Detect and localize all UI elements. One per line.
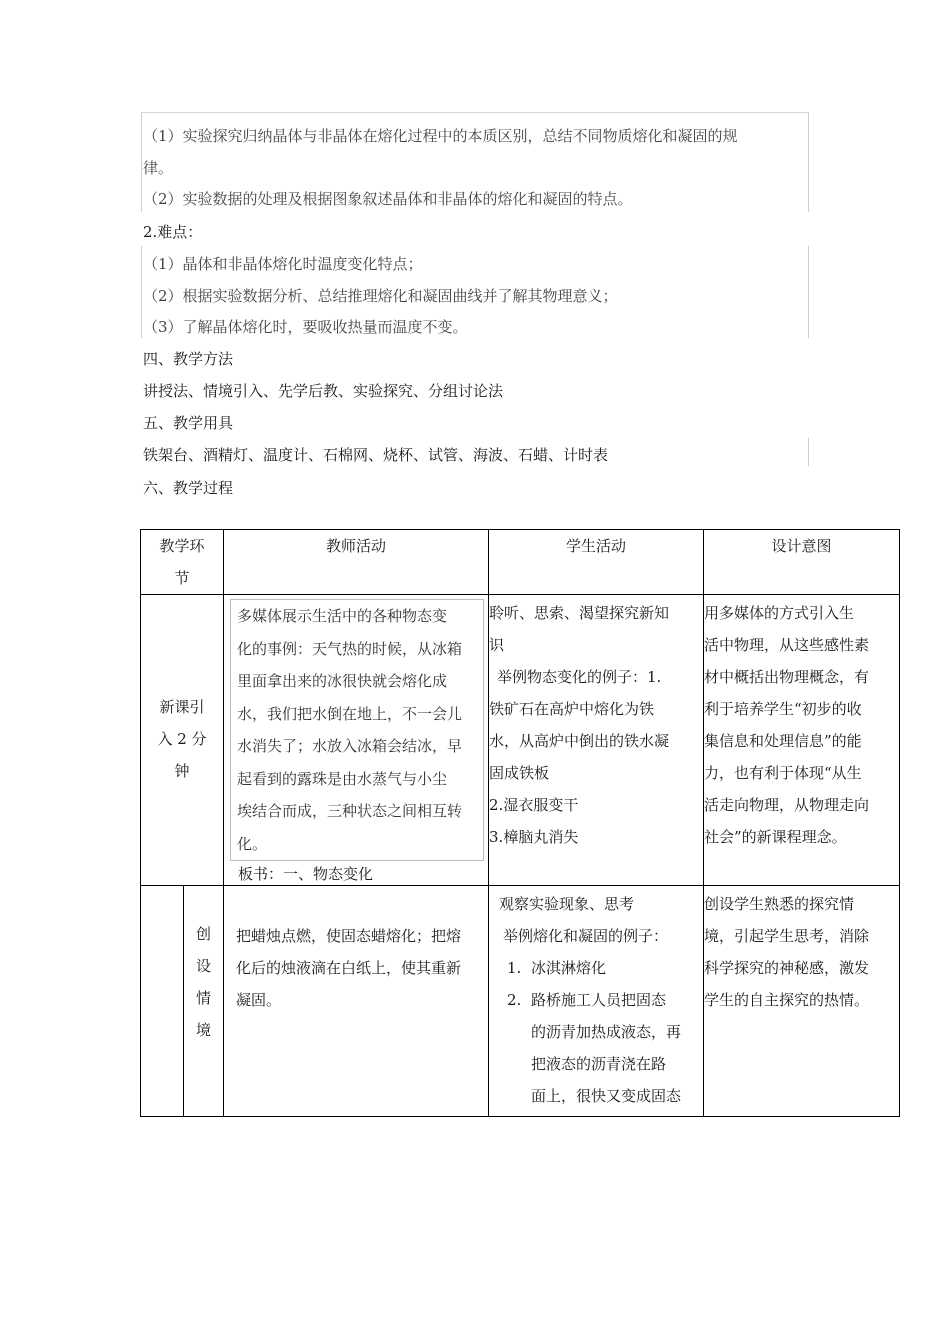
row1-stage-line-2: 入 2 分 [157, 730, 207, 748]
row1-student-line: 2.湿衣服变干 [489, 796, 579, 814]
row1-teacher-box [230, 599, 484, 861]
row1-intent-line: 力，也有利于体现“从生 [704, 764, 862, 782]
row2-intent-line: 学生的自主探究的热情。 [704, 991, 870, 1009]
method-text: 讲授法、情境引入、先学后教、实验探究、分组讨论法 [143, 382, 504, 400]
row1-student-line: 铁矿石在高炉中熔化为铁 [489, 700, 655, 718]
guide-line-right-3 [808, 438, 809, 466]
row1-teacher-note: 板书：一、物态变化 [238, 865, 374, 883]
tools-text: 铁架台、酒精灯、温度计、石棉网、烧杯、试管、海波、石蜡、计时表 [143, 446, 609, 464]
table-header-row [141, 530, 900, 595]
header-student-label: 学生活动 [566, 537, 627, 555]
tools-heading: 五、教学用具 [143, 414, 234, 432]
row1-teacher-line: 水，我们把水倒在地上，不一会儿 [237, 704, 463, 723]
row2-stage-blank [141, 886, 184, 1117]
difficulty-heading: 2.难点： [143, 223, 203, 241]
row1-teacher-line: 化的事例：天气热的时候，从冰箱 [237, 639, 463, 658]
row2-student [489, 886, 704, 1117]
difficulty-item-3: （3）了解晶体熔化时，要吸收热量而温度不变。 [143, 318, 468, 336]
row2-intent-line: 科学探究的神秘感，激发 [704, 959, 870, 977]
header-intent-label: 设计意图 [771, 537, 832, 555]
row1-teacher-line: 水消失了；水放入冰箱会结冰，早 [237, 737, 463, 755]
focus-item-2: （2）实验数据的处理及根据图象叙述晶体和非晶体的熔化和凝固的特点。 [143, 190, 633, 208]
list-item-text: 路桥施工人员把固态 [531, 991, 667, 1009]
row1-intent-line: 材中概括出物理概念，有 [704, 668, 870, 686]
row1-student-line: 聆听、思索、渴望探究新知 [489, 604, 670, 622]
row2-teacher [224, 886, 489, 1117]
row2-teacher-line: 化后的烛液滴在白纸上，使其重新 [236, 959, 462, 977]
list-item [499, 984, 697, 1112]
process-table [140, 529, 900, 1117]
row1-teacher-line: 化。 [237, 834, 268, 853]
row1-teacher-line: 多媒体展示生活中的各种物态变 [237, 607, 448, 625]
row1-intent-line: 利于培养学生“初步的收 [704, 700, 862, 718]
guide-line-right [808, 112, 809, 212]
list-item-text: 面上，很快又变成固态 [531, 1087, 682, 1105]
header-stage-line-1: 教学环 [159, 537, 205, 555]
row2-teacher-line: 把蜡烛点燃，使固态蜡熔化；把熔 [236, 927, 462, 945]
header-teacher [224, 530, 489, 595]
header-stage [141, 530, 224, 595]
list-item-number: 2. [507, 991, 522, 1009]
table-row [141, 886, 900, 1117]
row1-student-line: 识 [489, 636, 505, 654]
method-heading: 四、教学方法 [143, 350, 234, 368]
list-item-text: 把液态的沥青浇在路 [531, 1055, 667, 1073]
row1-teacher-line: 埃结合而成，三种状态之间相互转 [237, 802, 463, 820]
row1-stage [141, 595, 224, 886]
list-item-text: 冰淇淋熔化 [531, 959, 607, 977]
row1-teacher [224, 595, 489, 886]
difficulty-item-2: （2）根据实验数据分析、总结推理熔化和凝固曲线并了解其物理意义； [143, 287, 618, 305]
row1-intent-line: 社会”的新课程理念。 [704, 828, 847, 846]
row2-sub-stage-char: 创 [195, 925, 211, 943]
row1-student-line: 3.樟脑丸消失 [489, 828, 579, 846]
header-teacher-label: 教师活动 [326, 537, 387, 555]
row2-student-intro: 举例熔化和凝固的例子： [503, 927, 669, 945]
table-row [141, 595, 900, 886]
row1-stage-line-1: 新课引 [159, 698, 205, 716]
row2-sub-stage-char: 情 [195, 989, 211, 1007]
row1-intent-line: 活中物理，从这些感性素 [704, 636, 870, 654]
focus-item-1: （1）实验探究归纳晶体与非晶体在熔化过程中的本质区别，总结不同物质熔化和凝固的规 [143, 127, 738, 145]
header-student [489, 530, 704, 595]
row2-intent-line: 创设学生熟悉的探究情 [704, 895, 855, 913]
row1-intent [704, 595, 900, 886]
row1-intent-line: 用多媒体的方式引入生 [704, 604, 855, 622]
difficulty-item-1: （1）晶体和非晶体熔化时温度变化特点； [143, 255, 423, 273]
row2-intent [704, 886, 900, 1117]
process-heading: 六、教学过程 [143, 479, 234, 497]
row2-sub-stage [184, 886, 224, 1117]
row1-teacher-line: 起看到的露珠是由水蒸气与小尘 [237, 769, 448, 788]
list-item-text: 的沥青加热成液态，再 [531, 1023, 682, 1041]
focus-item-1-cont: 律。 [143, 159, 174, 177]
row2-intent-line: 境，引起学生思考，消除 [704, 927, 870, 945]
row1-student-line: 举例物态变化的例子：1. [497, 668, 662, 686]
row1-intent-line: 集信息和处理信息”的能 [704, 732, 862, 750]
row1-student [489, 595, 704, 886]
guide-line-left [141, 112, 142, 212]
row1-stage-line-3: 钟 [174, 762, 190, 780]
row1-student-line: 固成铁板 [489, 764, 550, 782]
list-item-number: 1. [507, 959, 522, 977]
row1-student-line: 水，从高炉中倒出的铁水凝 [489, 732, 670, 750]
guide-line-left-2 [141, 246, 142, 338]
row2-teacher-line: 凝固。 [236, 991, 282, 1009]
row1-intent-line: 活走向物理，从物理走向 [704, 796, 870, 814]
header-intent [704, 530, 900, 595]
row2-sub-stage-char: 境 [195, 1021, 211, 1039]
row2-sub-stage-text [194, 918, 214, 1046]
row2-sub-stage-char: 设 [195, 957, 211, 975]
header-stage-line-2: 节 [174, 569, 190, 587]
row1-teacher-line: 里面拿出来的冰很快就会熔化成 [237, 672, 448, 690]
row2-student-intro: 观察实验现象、思考 [499, 895, 635, 913]
guide-line-right-2 [808, 246, 809, 338]
guide-line-top [141, 112, 808, 113]
list-item [499, 952, 697, 984]
